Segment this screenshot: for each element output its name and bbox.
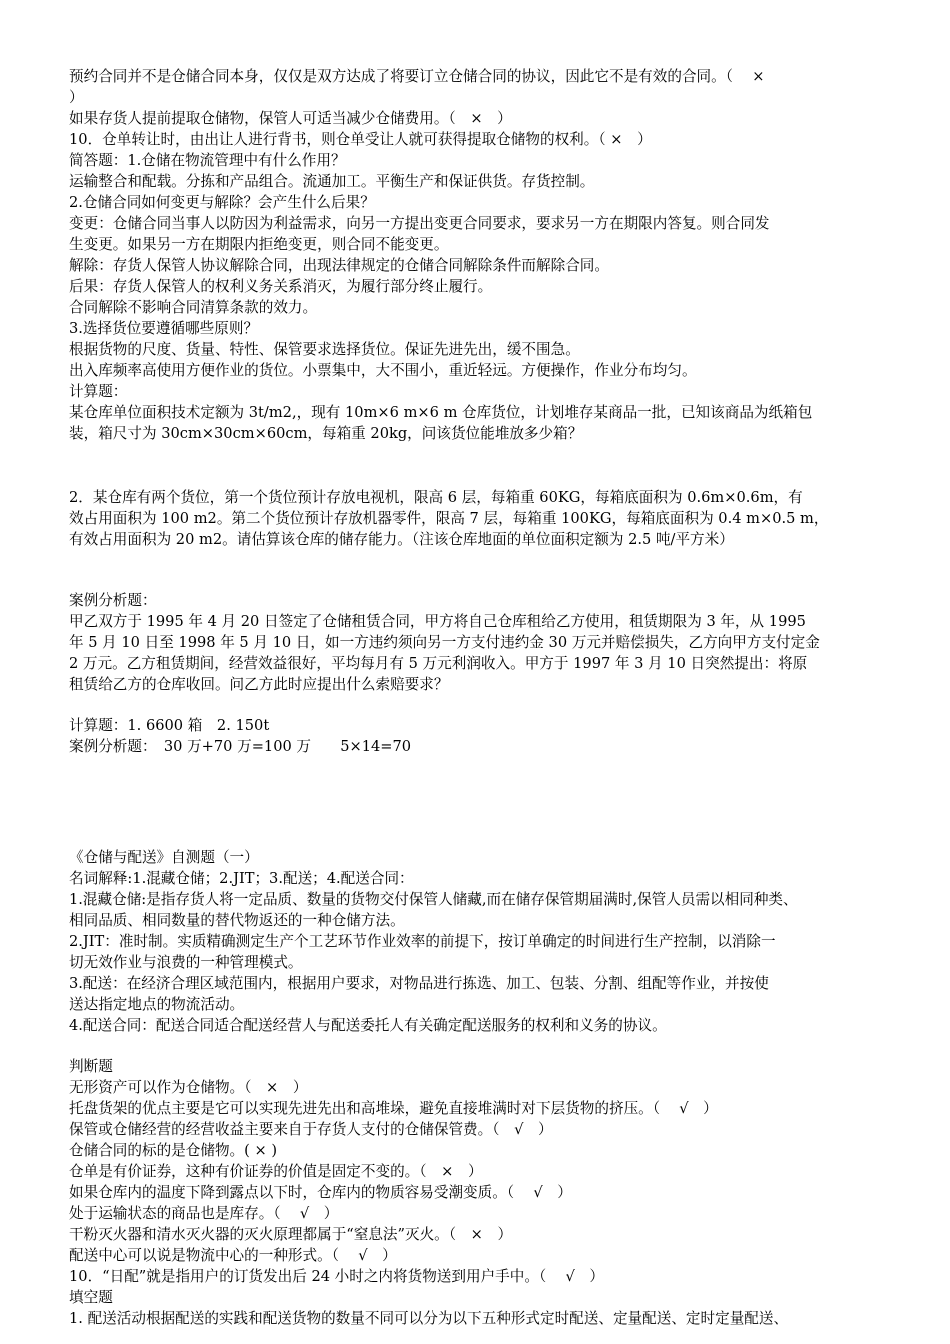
- text-line: 预约合同并不是仓储合同本身，仅仅是双方达成了将要订立仓储合同的协议，因此它不是有效的合同。（ ×: [69, 68, 765, 85]
- text-line: 判断题: [69, 1058, 113, 1075]
- text-line: 租赁给乙方的仓库收回。问乙方此时应提出什么索赔要求？: [69, 676, 449, 693]
- text-line: 无形资产可以作为仓储物。（ × ）: [69, 1079, 308, 1096]
- text-line: 2.JIT：准时制。实质精确测定生产个工艺环节作业效率的前提下，按订单确定的时间进行生产控制，以消除一: [69, 933, 776, 950]
- text-line: 有效占用面积为 20 m2。请估算该仓库的储存能力。（注该仓库地面的单位面积定额为 2.5 吨/平方米）: [69, 531, 734, 548]
- text-line: 根据货物的尺度、货量、特性、保管要求选择货位。保证先进先出，缓不围急。: [69, 341, 580, 358]
- text-line: 3.配送：在经济合理区域范围内，根据用户要求，对物品进行拣选、加工、包装、分割、组配等作业，并按使: [69, 975, 769, 992]
- text-line: 效占用面积为 100 m2。第二个货位预计存放机器零件，限高 7 层，每箱重 100KG，每箱底面积为 0.4 m×0.5 m，: [69, 510, 829, 527]
- text-line: 装，箱尺寸为 30cm×30cm×60cm，每箱重 20kg，问该货位能堆放多少箱？: [69, 425, 583, 442]
- text-line: 仓储合同的标的是仓储物。( × ): [69, 1142, 278, 1159]
- text-line: 案例分析题： 30 万+70 万=100 万 5×14=70: [69, 738, 412, 755]
- text-line: 切无效作业与浪费的一种管理模式。: [69, 954, 303, 971]
- text-line: 后果：存货人保管人的权利义务关系消灭，为履行部分终止履行。: [69, 278, 493, 295]
- text-line: 处于运输状态的商品也是库存。（ √ ）: [69, 1205, 339, 1222]
- text-line: 某仓库单位面积技术定额为 3t/m2,，现有 10m×6 m×6 m 仓库货位，计划堆存某商品一批，已知该商品为纸箱包: [69, 404, 813, 421]
- text-line: 计算题：1. 6600 箱 2. 150t: [69, 717, 270, 734]
- text-line: 甲乙双方于 1995 年 4 月 20 日签定了仓储租赁合同，甲方将自己仓库租给乙方使用，租赁期限为 3 年，从 1995: [69, 613, 806, 630]
- text-line: 干粉灭火器和清水灭火器的灭火原理都属于“窒息法”灭火。（ × ）: [69, 1226, 513, 1243]
- text-line: 2.仓储合同如何变更与解除？会产生什么后果？: [69, 194, 375, 211]
- text-line: 合同解除不影响合同清算条款的效力。: [69, 299, 318, 316]
- text-line: ）: [69, 89, 84, 106]
- text-line: 10．“日配”就是指用户的订货发出后 24 小时之内将货物送到用户手中。（ √ ）: [69, 1268, 604, 1285]
- text-line: 仓单是有价证券，这种有价证券的价值是固定不变的。（ × ）: [69, 1163, 483, 1180]
- text-line: 配送中心可以说是物流中心的一种形式。（ √ ）: [69, 1247, 397, 1264]
- text-line: 1. 配送活动根据配送的实践和配送货物的数量不同可以分为以下五种形式定时配送、定量配送、定时定量配送、: [69, 1310, 789, 1327]
- text-line: 《仓储与配送》自测题（一）: [69, 849, 259, 866]
- text-line: 年 5 月 10 日至 1998 年 5 月 10 日，如一方违约须向另一方支付违约金 30 万元并赔偿损失，乙方向甲方支付定金: [69, 634, 820, 651]
- text-line: 2 万元。乙方租赁期间，经营效益很好，平均每月有 5 万元利润收入。甲方于 1997 年 3 月 10 日突然提出：将原: [69, 655, 808, 672]
- text-line: 4.配送合同：配送合同适合配送经营人与配送委托人有关确定配送服务的权利和义务的协议。: [69, 1017, 667, 1034]
- text-line: 出入库频率高使用方便作业的货位。小票集中，大不围小，重近轻远。方便操作，作业分布均匀。: [69, 362, 697, 379]
- text-line: 相同品质、相同数量的替代物返还的一种仓储方法。: [69, 912, 405, 929]
- text-line: 简答题：1.仓储在物流管理中有什么作用？: [69, 152, 346, 169]
- text-line: 解除：存货人保管人协议解除合同，出现法律规定的仓储合同解除条件而解除合同。: [69, 257, 609, 274]
- text-line: 名词解释:1.混藏仓储；2.JIT；3.配送；4.配送合同：: [69, 870, 414, 887]
- text-line: 保管或仓储经营的经营收益主要来自于存货人支付的仓储保管费。（ √ ）: [69, 1121, 553, 1138]
- text-line: 10．仓单转让时，由出让人进行背书，则仓单受让人就可获得提取仓储物的权利。（ × ）: [69, 131, 652, 148]
- text-line: 运输整合和配载。分拣和产品组合。流通加工。平衡生产和保证供货。存货控制。: [69, 173, 595, 190]
- text-line: 案例分析题：: [69, 592, 157, 609]
- text-line: 填空题: [69, 1289, 113, 1306]
- text-line: 变更：仓储合同当事人以防因为利益需求，向另一方提出变更合同要求，要求另一方在期限内答复。则合同发: [69, 215, 770, 232]
- text-line: 如果仓库内的温度下降到露点以下时，仓库内的物质容易受潮变质。（ √ ）: [69, 1184, 572, 1201]
- text-line: 生变更。如果另一方在期限内拒绝变更，则合同不能变更。: [69, 236, 449, 253]
- text-line: 托盘货架的优点主要是它可以实现先进先出和高堆垛，避免直接堆满时对下层货物的挤压。（ √ ）: [69, 1100, 718, 1117]
- text-line: 1.混藏仓储:是指存货人将一定品质、数量的货物交付保管人储藏,而在储存保管期届满时,保管人员需以相同种类、: [69, 891, 798, 908]
- text-line: 2．某仓库有两个货位，第一个货位预计存放电视机，限高 6 层，每箱重 60KG，每箱底面积为 0.6m×0.6m，有: [69, 489, 803, 506]
- text-line: 送达指定地点的物流活动。: [69, 996, 245, 1013]
- text-line: 计算题：: [69, 383, 128, 400]
- text-line: 如果存货人提前提取仓储物，保管人可适当减少仓储费用。（ × ）: [69, 110, 512, 127]
- text-line: 3.选择货位要遵循哪些原则？: [69, 320, 259, 337]
